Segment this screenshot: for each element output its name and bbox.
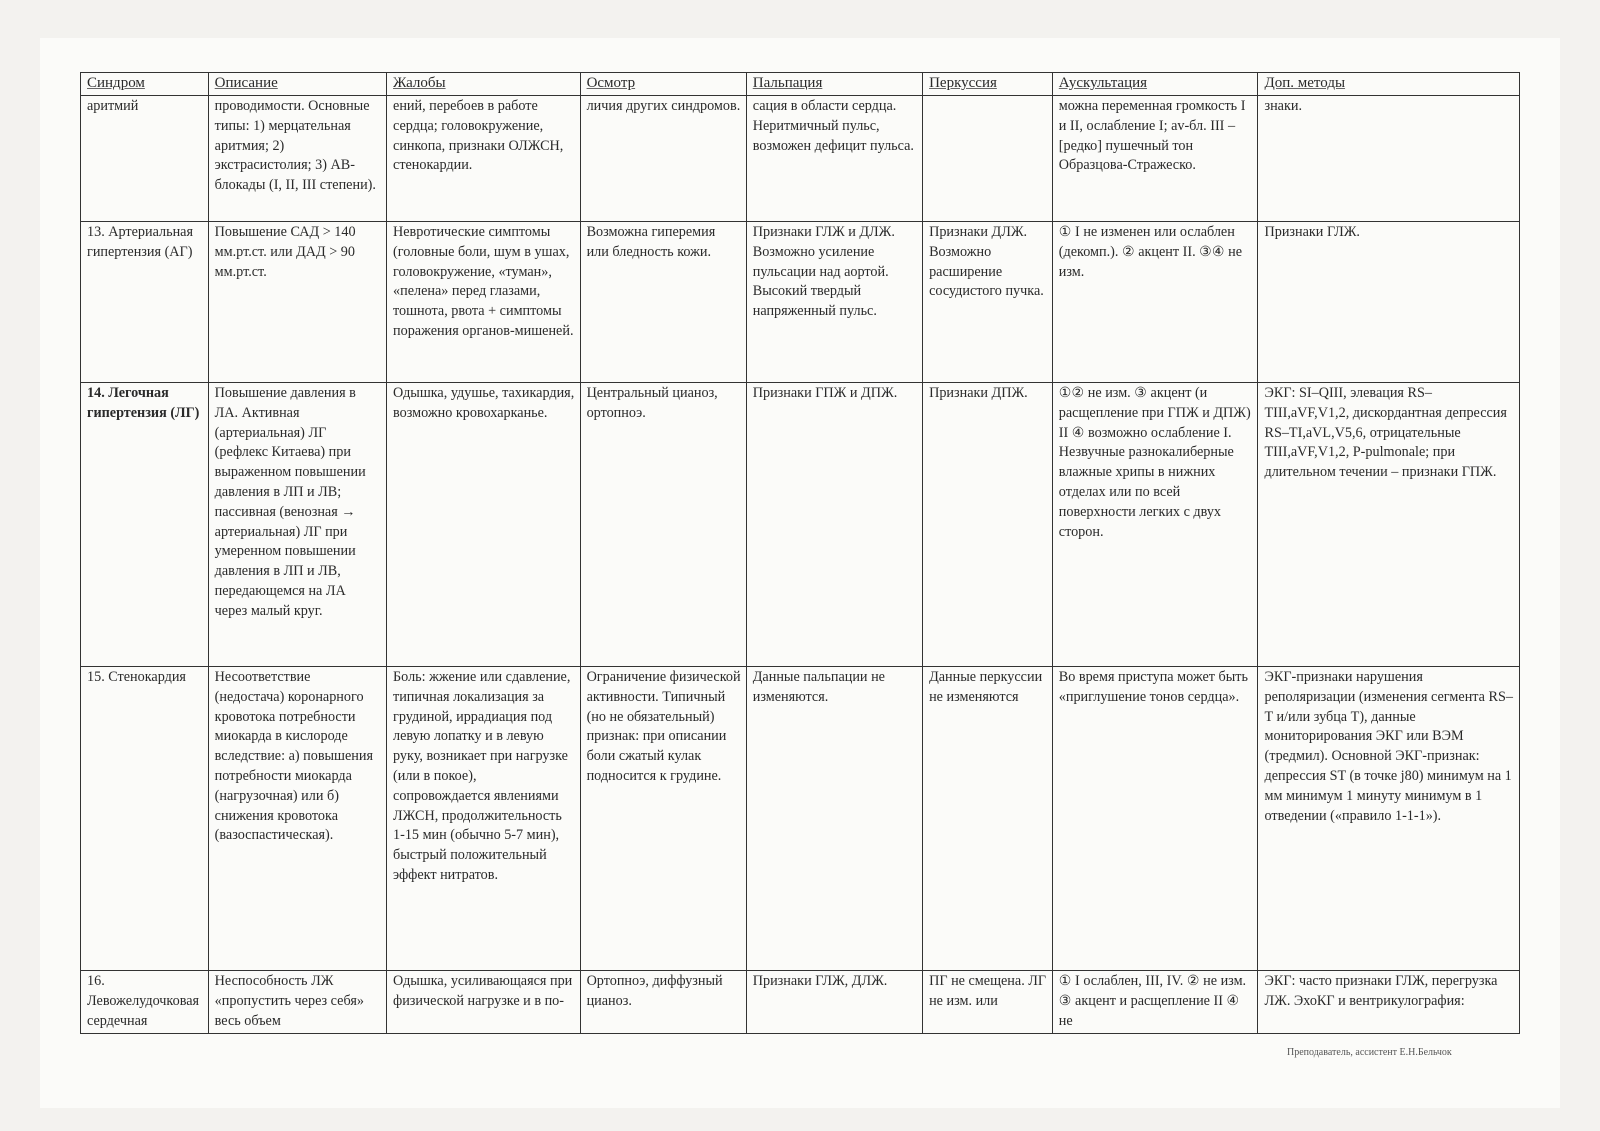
cell-description: Повышение САД > 140 мм.рт.ст. или ДАД > 90 мм.рт.ст. [208, 222, 386, 383]
cell-percussion: Признаки ДПЖ. [923, 383, 1053, 667]
cell-palpation: Признаки ГПЖ и ДПЖ. [746, 383, 922, 667]
cell-description: Несоответствие (недостача) коронарного кровотока потребности миокарда в кислороде вследствие: а) повышения потребности миокарда (нагрузочная) или б) снижения кровотока (вазоспастическая). [208, 667, 386, 971]
cell-syndrome: аритмий [81, 96, 209, 222]
table-header-row [81, 73, 1520, 96]
cell-description: Повышение давления в ЛА. Активная (артериальная) ЛГ (рефлекс Китаева) при выраженном повышении давления в ЛП и ЛВ; пассивная (венозная → артериальная) ЛГ при умеренном повышении давления в ЛП и ЛВ, передающемся на ЛА через малый круг. [208, 383, 386, 667]
header-complaints: Жалобы [387, 73, 581, 96]
header-inspection: Осмотр [580, 73, 746, 96]
table-row [81, 971, 1520, 1034]
table-row [81, 383, 1520, 667]
cell-palpation: сация в области сердца. Неритмичный пульс, возможен дефицит пульса. [746, 96, 922, 222]
cell-syndrome: 16. Левожелудочковая сердечная [81, 971, 209, 1034]
cell-extra: ЭКГ: SI–QIII, элевация RS–TIII,aVF,V1,2, дискордантная депрессия RS–TI,aVL,V5,6, отрицательные TIII,aVF,V1,2, P-pulmonale; при длительном течении – признаки ГПЖ. [1258, 383, 1520, 667]
cell-palpation: Признаки ГЛЖ и ДЛЖ. Возможно усиление пульсации над аортой. Высокий твердый напряженный пульс. [746, 222, 922, 383]
cell-extra: Признаки ГЛЖ. [1258, 222, 1520, 383]
table-row [81, 96, 1520, 222]
document-page [40, 38, 1560, 1108]
cell-inspection: Ограничение физической активности. Типичный (но не обязательный) признак: при описании боли сжатый кулак подносится к грудине. [580, 667, 746, 971]
syndrome-table [80, 72, 1520, 1034]
cell-palpation: Данные пальпации не изменяются. [746, 667, 922, 971]
cell-syndrome: 14. Легочная гипертензия (ЛГ) [81, 383, 209, 667]
cell-complaints: Невротические симптомы (головные боли, шум в ушах, головокружение, «туман», «пелена» перед глазами, тошнота, рвота + симптомы поражения органов-мишеней. [387, 222, 581, 383]
cell-auscultation: можна переменная громкость I и II, ослабление I; av-бл. III – [редко] пушечный тон Образцова-Стражеско. [1052, 96, 1258, 222]
cell-auscultation: Во время приступа может быть «приглушение тонов сердца». [1052, 667, 1258, 971]
cell-syndrome: 15. Стенокардия [81, 667, 209, 971]
cell-inspection: личия других синдромов. [580, 96, 746, 222]
cell-complaints: Одышка, удушье, тахикардия, возможно кровохарканье. [387, 383, 581, 667]
cell-percussion [923, 96, 1053, 222]
cell-complaints: Боль: жжение или сдавление, типичная локализация за грудиной, иррадиация под левую лопатку и в левую руку, возникает при нагрузке (или в покое), сопровождается явлениями ЛЖСН, продолжительность 1-15 мин (обычно 5-7 мин), быстрый положительный эффект нитратов. [387, 667, 581, 971]
header-syndrome: Синдром [81, 73, 209, 96]
table-row [81, 222, 1520, 383]
header-extra-methods: Доп. методы [1258, 73, 1520, 96]
cell-syndrome: 13. Артериальная гипертензия (АГ) [81, 222, 209, 383]
cell-auscultation: ① I не изменен или ослаблен (декомп.). ② акцент II. ③④ не изм. [1052, 222, 1258, 383]
footer-note: Преподаватель, ассистент Е.Н.Бельчок [1287, 1047, 1452, 1058]
cell-inspection: Ортопноэ, диффузный цианоз. [580, 971, 746, 1034]
cell-extra: ЭКГ: часто признаки ГЛЖ, перегрузка ЛЖ. ЭхоКГ и вентрикулография: [1258, 971, 1520, 1034]
header-percussion: Перкуссия [923, 73, 1053, 96]
cell-auscultation: ①② не изм. ③ акцент (и расщепление при ГПЖ и ДПЖ) II ④ возможно ослабление I. Незвучные разнокалиберные влажные хрипы в нижних отделах или по всей поверхности легких с двух сторон. [1052, 383, 1258, 667]
cell-description: проводимости. Основные типы: 1) мерцательная аритмия; 2) экстрасистолия; 3) АВ-блокады (I, II, III степени). [208, 96, 386, 222]
header-palpation: Пальпация [746, 73, 922, 96]
cell-extra: ЭКГ-признаки нарушения реполяризации (изменения сегмента RS–T и/или зубца T), данные мониторирования ЭКГ или ВЭМ (тредмил). Основной ЭКГ-признак: депрессия ST (в точке j80) минимум на 1 мм минимум 1 минуту минимум в 1 отведении («правило 1-1-1»). [1258, 667, 1520, 971]
cell-auscultation: ① I ослаблен, III, IV. ② не изм. ③ акцент и расщепление II ④ не [1052, 971, 1258, 1034]
cell-percussion: Данные перкуссии не изменяются [923, 667, 1053, 971]
header-description: Описание [208, 73, 386, 96]
cell-inspection: Центральный цианоз, ортопноэ. [580, 383, 746, 667]
cell-percussion: ПГ не смещена. ЛГ не изм. или [923, 971, 1053, 1034]
cell-inspection: Возможна гиперемия или бледность кожи. [580, 222, 746, 383]
cell-extra: знаки. [1258, 96, 1520, 222]
cell-description: Неспособность ЛЖ «пропустить через себя» весь объем [208, 971, 386, 1034]
cell-complaints: Одышка, усиливающаяся при физической нагрузке и в по- [387, 971, 581, 1034]
cell-complaints: ений, перебоев в работе сердца; головокружение, синкопа, признаки ОЛЖСН, стенокардии. [387, 96, 581, 222]
cell-palpation: Признаки ГЛЖ, ДЛЖ. [746, 971, 922, 1034]
header-auscultation: Аускультация [1052, 73, 1258, 96]
table-row [81, 667, 1520, 971]
cell-percussion: Признаки ДЛЖ. Возможно расширение сосудистого пучка. [923, 222, 1053, 383]
